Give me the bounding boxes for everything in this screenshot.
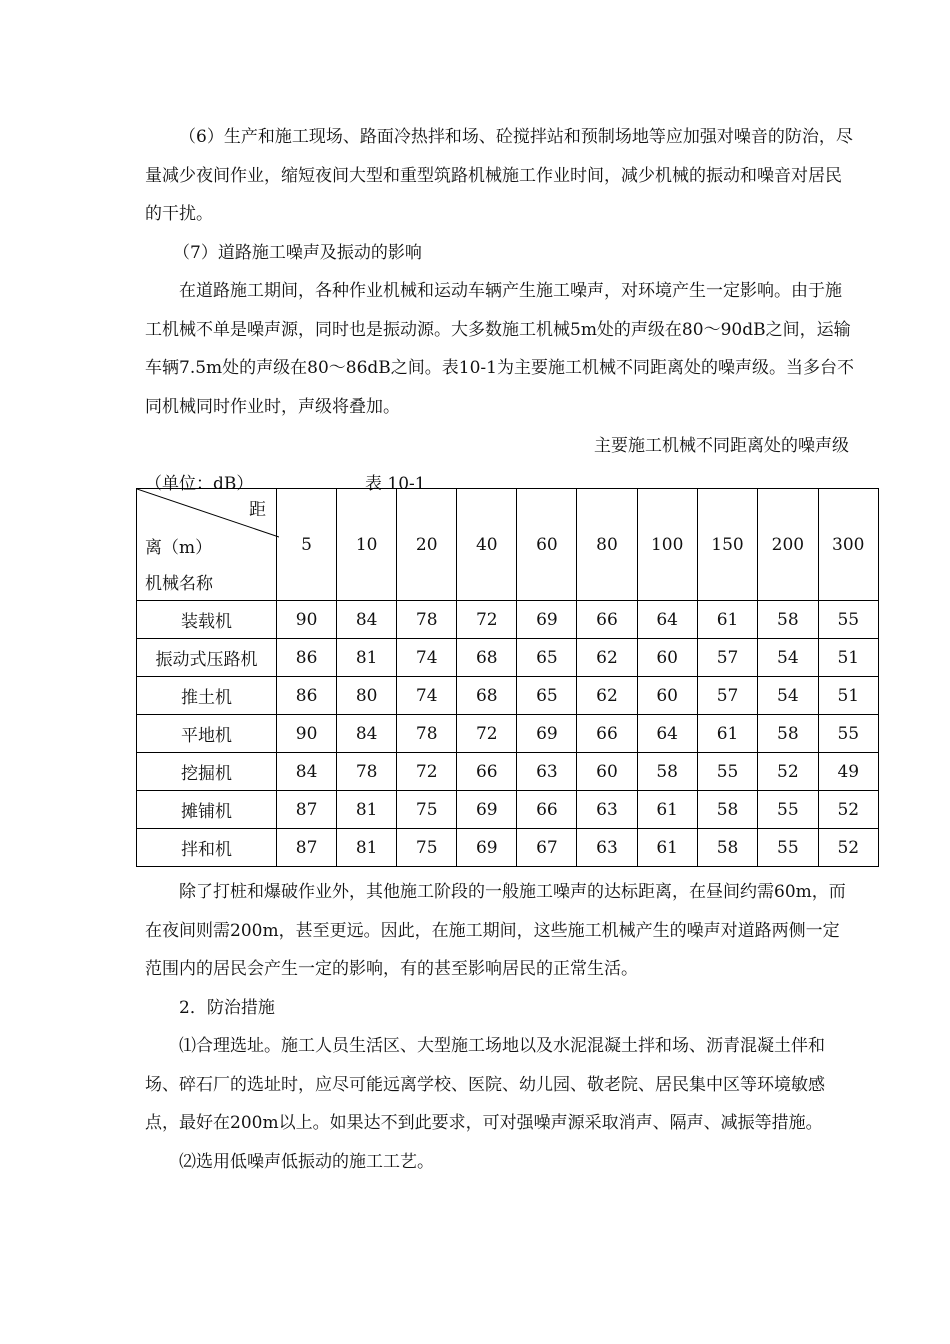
noise-value-cell: 64: [637, 715, 697, 753]
noise-value-cell: 81: [337, 639, 397, 677]
noise-value-cell: 55: [818, 715, 878, 753]
distance-header: 10: [337, 489, 397, 601]
distance-header: 150: [697, 489, 757, 601]
table-row: [137, 753, 879, 791]
noise-value-cell: 86: [277, 639, 337, 677]
noise-value-cell: 72: [397, 753, 457, 791]
section-heading-prevention: 2．防治措施: [179, 997, 275, 1018]
distance-header: 100: [637, 489, 697, 601]
noise-value-cell: 74: [397, 639, 457, 677]
noise-value-cell: 84: [337, 715, 397, 753]
noise-value-cell: 75: [397, 829, 457, 867]
table-unit: （单位：dB）: [145, 474, 254, 494]
noise-value-cell: 58: [758, 715, 818, 753]
noise-value-cell: 87: [277, 829, 337, 867]
noise-value-cell: 61: [637, 791, 697, 829]
noise-value-cell: 61: [697, 715, 757, 753]
noise-value-cell: 63: [577, 829, 637, 867]
machine-name-cell: 平地机: [137, 715, 277, 753]
noise-value-cell: 57: [697, 677, 757, 715]
distance-header: 300: [818, 489, 878, 601]
noise-value-cell: 69: [457, 791, 517, 829]
noise-value-cell: 86: [277, 677, 337, 715]
noise-value-cell: 52: [818, 829, 878, 867]
paragraph-noise-control: （6）生产和施工现场、路面冷热拌和场、砼搅拌站和预制场地等应加强对噪音的防治，尽量减少夜间作业，缩短夜间大型和重型筑路机械施工作业时间，减少机械的振动和噪音对居民的干扰。: [145, 127, 853, 224]
table-header-row: [137, 489, 879, 601]
noise-value-cell: 84: [337, 601, 397, 639]
noise-value-cell: 67: [517, 829, 577, 867]
noise-value-cell: 52: [818, 791, 878, 829]
noise-value-cell: 66: [577, 601, 637, 639]
noise-value-cell: 81: [337, 829, 397, 867]
table-row: [137, 791, 879, 829]
noise-value-cell: 68: [457, 639, 517, 677]
table-row: [137, 639, 879, 677]
noise-value-cell: 62: [577, 677, 637, 715]
noise-value-cell: 58: [637, 753, 697, 791]
machine-name-cell: 摊铺机: [137, 791, 277, 829]
document-body-bottom: [145, 873, 855, 1181]
noise-value-cell: 51: [818, 677, 878, 715]
noise-value-cell: 54: [758, 639, 818, 677]
distance-header: 200: [758, 489, 818, 601]
noise-value-cell: 90: [277, 601, 337, 639]
noise-value-cell: 65: [517, 677, 577, 715]
noise-value-cell: 66: [577, 715, 637, 753]
machine-name-cell: 挖掘机: [137, 753, 277, 791]
table-corner-cell: [137, 489, 277, 601]
noise-value-cell: 69: [517, 715, 577, 753]
noise-value-cell: 78: [397, 601, 457, 639]
table-number: 表 10-1: [365, 474, 426, 494]
corner-label-unit: 离（m）: [145, 538, 213, 558]
noise-value-cell: 55: [697, 753, 757, 791]
noise-value-cell: 78: [397, 715, 457, 753]
noise-value-cell: 55: [818, 601, 878, 639]
document-body-top: [145, 118, 855, 502]
distance-header: 40: [457, 489, 517, 601]
noise-value-cell: 55: [758, 791, 818, 829]
noise-value-cell: 72: [457, 601, 517, 639]
paragraph-noise-distance: 除了打桩和爆破作业外，其他施工阶段的一般施工噪声的达标距离，在昼间约需60m，而在夜间则需200m，甚至更远。因此，在施工期间，这些施工机械产生的噪声对道路两侧一定范围内的居民会产生一定的影响，有的甚至影响居民的正常生活。: [145, 882, 846, 979]
noise-value-cell: 58: [758, 601, 818, 639]
noise-value-cell: 68: [457, 677, 517, 715]
noise-value-cell: 74: [397, 677, 457, 715]
noise-value-cell: 61: [697, 601, 757, 639]
noise-value-cell: 84: [277, 753, 337, 791]
noise-value-cell: 60: [637, 639, 697, 677]
table-row: [137, 677, 879, 715]
distance-header: 80: [577, 489, 637, 601]
noise-value-cell: 60: [637, 677, 697, 715]
table-row: [137, 601, 879, 639]
noise-value-cell: 51: [818, 639, 878, 677]
noise-value-cell: 75: [397, 791, 457, 829]
noise-value-cell: 58: [697, 791, 757, 829]
distance-header: 5: [277, 489, 337, 601]
noise-value-cell: 81: [337, 791, 397, 829]
noise-value-cell: 55: [758, 829, 818, 867]
noise-value-cell: 65: [517, 639, 577, 677]
machine-name-cell: 推土机: [137, 677, 277, 715]
machine-name-cell: 拌和机: [137, 829, 277, 867]
noise-value-cell: 90: [277, 715, 337, 753]
noise-value-cell: 58: [697, 829, 757, 867]
machine-name-cell: 装载机: [137, 601, 277, 639]
table-title: 主要施工机械不同距离处的噪声级: [594, 436, 849, 456]
paragraph-road-noise-impact: 在道路施工期间，各种作业机械和运动车辆产生施工噪声，对环境产生一定影响。由于施工机械不单是噪声源，同时也是振动源。大多数施工机械5m处的声级在80～90dB之间，运输车辆7.5m处的声级在80～86dB之间。表10-1为主要施工机械不同距离处的噪声级。当多台不同机械同时作业时，声级将叠加。: [145, 281, 854, 417]
table-row: [137, 829, 879, 867]
distance-header: 20: [397, 489, 457, 601]
noise-value-cell: 64: [637, 601, 697, 639]
machine-name-cell: 振动式压路机: [137, 639, 277, 677]
noise-value-cell: 66: [457, 753, 517, 791]
corner-label-machine-name: 机械名称: [145, 574, 213, 594]
noise-value-cell: 57: [697, 639, 757, 677]
section-heading-road-noise: （7）道路施工噪声及振动的影响: [173, 242, 422, 263]
noise-value-cell: 63: [517, 753, 577, 791]
noise-value-cell: 72: [457, 715, 517, 753]
table-row: [137, 715, 879, 753]
noise-value-cell: 54: [758, 677, 818, 715]
noise-value-cell: 87: [277, 791, 337, 829]
noise-value-cell: 78: [337, 753, 397, 791]
noise-value-cell: 60: [577, 753, 637, 791]
corner-label-distance: 距: [249, 500, 267, 520]
noise-level-table: [136, 488, 879, 867]
noise-value-cell: 52: [758, 753, 818, 791]
noise-value-cell: 61: [637, 829, 697, 867]
paragraph-site-selection: ⑴合理选址。施工人员生活区、大型施工场地以及水泥混凝土拌和场、沥青混凝土伴和场、碎石厂的选址时，应尽可能远离学校、医院、幼儿园、敬老院、居民集中区等环境敏感点，最好在200m以上。如果达不到此要求，可对强噪声源采取消声、隔声、减振等措施。: [145, 1036, 825, 1133]
noise-value-cell: 80: [337, 677, 397, 715]
paragraph-low-noise-process: ⑵选用低噪声低振动的施工工艺。: [179, 1151, 434, 1172]
noise-value-cell: 69: [457, 829, 517, 867]
noise-value-cell: 66: [517, 791, 577, 829]
noise-value-cell: 63: [577, 791, 637, 829]
noise-value-cell: 62: [577, 639, 637, 677]
distance-header: 60: [517, 489, 577, 601]
noise-value-cell: 49: [818, 753, 878, 791]
noise-value-cell: 69: [517, 601, 577, 639]
